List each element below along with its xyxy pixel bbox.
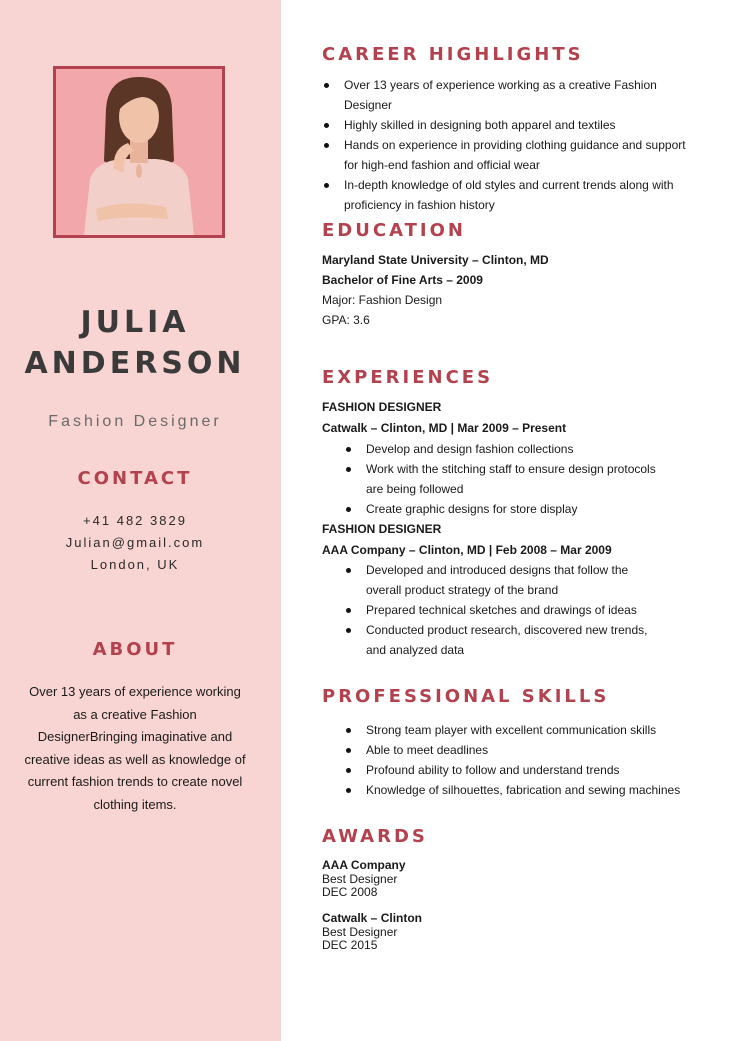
bullet-icon bbox=[346, 748, 351, 753]
award-org: AAA Company bbox=[322, 858, 406, 872]
experience-heading: EXPERIENCES bbox=[322, 367, 494, 388]
job-title-1: FASHION DESIGNER bbox=[322, 400, 442, 414]
contact-phone: +41 482 3829 bbox=[83, 513, 187, 528]
list-item: Able to meet deadlines bbox=[366, 740, 716, 760]
portrait-image bbox=[56, 69, 222, 235]
list-item: Knowledge of silhouettes, fabrication and sewing machines bbox=[366, 780, 716, 800]
skills-heading: PROFESSIONAL SKILLS bbox=[322, 686, 610, 707]
job-title: Fashion Designer bbox=[48, 413, 222, 430]
bullet-icon bbox=[346, 788, 351, 793]
bullet-icon bbox=[324, 123, 329, 128]
job-company-1: Catwalk – Clinton, MD | Mar 2009 – Present bbox=[322, 421, 567, 435]
list-item: Profound ability to follow and understand trends bbox=[366, 760, 716, 780]
award-title: Best Designer bbox=[322, 871, 398, 886]
award-item bbox=[322, 912, 422, 953]
bullet-icon bbox=[346, 608, 351, 613]
list-item: Strong team player with excellent communication skills bbox=[366, 720, 716, 740]
award-title: Best Designer bbox=[322, 924, 398, 939]
contact-email: Julian@gmail.com bbox=[65, 535, 205, 550]
list-item: Developed and introduced designs that follow the overall product strategy of the brand bbox=[366, 560, 666, 600]
job-company-2: AAA Company – Clinton, MD | Feb 2008 – Mar 2009 bbox=[322, 543, 612, 557]
first-name: JULIA bbox=[80, 305, 190, 340]
list-item: Over 13 years of experience working as a creative Fashion Designer bbox=[344, 75, 694, 115]
skills-list bbox=[366, 720, 716, 800]
bullet-icon bbox=[346, 507, 351, 512]
bullet-icon bbox=[324, 183, 329, 188]
job-duties-1 bbox=[366, 439, 676, 519]
list-item: Conducted product research, discovered new trends, and analyzed data bbox=[366, 620, 666, 660]
award-date: DEC 2015 bbox=[322, 938, 378, 952]
bullet-icon bbox=[324, 83, 329, 88]
last-name: ANDERSON bbox=[24, 346, 246, 381]
career-list bbox=[344, 75, 694, 215]
bullet-icon bbox=[346, 568, 351, 573]
bullet-icon bbox=[346, 628, 351, 633]
bullet-icon bbox=[346, 447, 351, 452]
contact-location: London, UK bbox=[90, 557, 180, 572]
career-heading: CAREER HIGHLIGHTS bbox=[322, 44, 584, 65]
bullet-icon bbox=[346, 768, 351, 773]
list-item: Highly skilled in designing both apparel and textiles bbox=[344, 115, 694, 135]
list-item: Hands on experience in providing clothing guidance and support for high-end fashion and official wear bbox=[344, 135, 694, 175]
award-date: DEC 2008 bbox=[322, 885, 378, 899]
list-item: Work with the stitching staff to ensure design protocols are being followed bbox=[366, 459, 676, 499]
list-item: In-depth knowledge of old styles and current trends along with proficiency in fashion history bbox=[344, 175, 694, 215]
education-school: Maryland State University – Clinton, MD bbox=[322, 253, 549, 267]
about-text: Over 13 years of experience working as a creative Fashion DesignerBringing imaginative and creative ideas as well as knowledge of current fashion trends to create novel clothing items. bbox=[24, 684, 246, 812]
list-item: Create graphic designs for store display bbox=[366, 499, 676, 519]
job-title-2: FASHION DESIGNER bbox=[322, 522, 442, 536]
bullet-icon bbox=[346, 467, 351, 472]
education-heading: EDUCATION bbox=[322, 220, 466, 241]
awards-heading: AWARDS bbox=[322, 826, 428, 847]
bullet-icon bbox=[346, 728, 351, 733]
contact-heading: CONTACT bbox=[77, 468, 193, 489]
bullet-icon bbox=[324, 143, 329, 148]
job-duties-2 bbox=[366, 560, 666, 660]
list-item: Prepared technical sketches and drawings of ideas bbox=[366, 600, 666, 620]
profile-photo bbox=[53, 66, 225, 238]
about-heading: ABOUT bbox=[92, 639, 178, 660]
award-item bbox=[322, 859, 406, 900]
education-degree: Bachelor of Fine Arts – 2009 bbox=[322, 273, 483, 287]
list-item: Develop and design fashion collections bbox=[366, 439, 676, 459]
award-org: Catwalk – Clinton bbox=[322, 911, 423, 925]
sidebar bbox=[0, 0, 281, 1041]
education-major: Major: Fashion Design bbox=[322, 293, 443, 307]
education-gpa: GPA: 3.6 bbox=[322, 313, 370, 327]
